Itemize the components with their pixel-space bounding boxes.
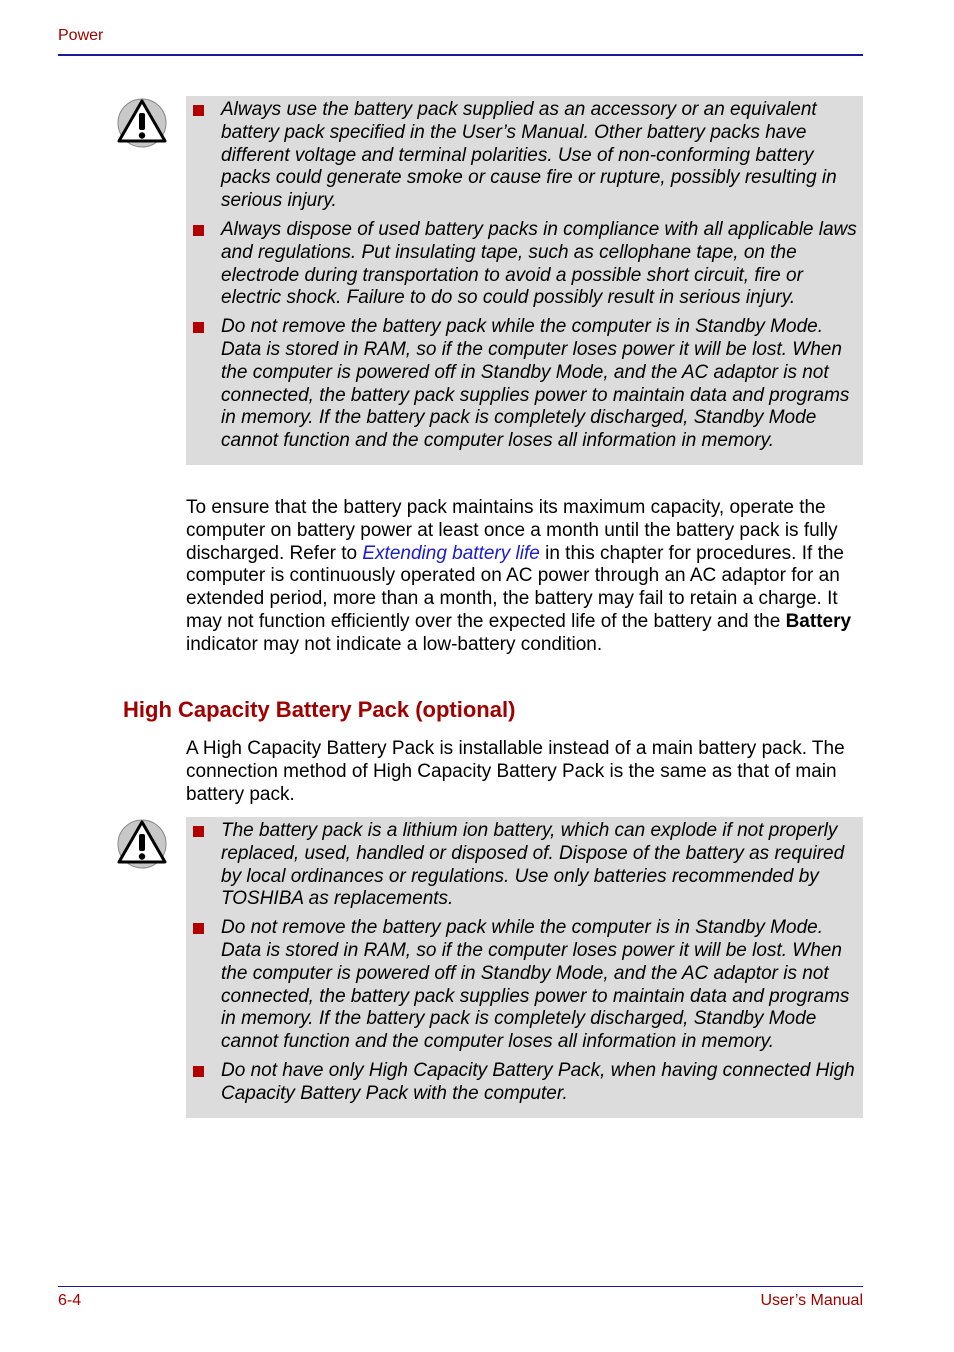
caution-item: [186, 219, 859, 310]
caution-item: [186, 99, 859, 213]
running-header: Power: [58, 27, 104, 44]
caution-text: Always dispose of used battery packs in compliance with all applicable laws and regulations. Put insulating tape, such as cellophane tape, on the electrode during transportation to avoid a possible short circuit, fire or electric shock. Failure to do so could possibly result in serious injury.: [221, 218, 857, 309]
battery-indicator-term: Battery: [785, 610, 852, 632]
manual-title: User’s Manual: [760, 1292, 863, 1309]
bullet-square-icon: [193, 1066, 204, 1077]
paragraph-text: indicator may not indicate a low-battery condition.: [186, 633, 603, 655]
paragraph-text: in this chapter for procedures. If the computer is continuously operated on AC power through an AC adaptor for an extended period, more than a month, the battery may fail to retain a charge. It may not function efficiently over the expected life of the battery and the: [186, 542, 844, 632]
caution-item: [186, 917, 859, 1054]
caution-text: The battery pack is a lithium ion battery, which can explode if not properly replaced, used, handled or disposed of. Dispose of the battery as required by local ordinances or regulations. Use only batteries recommended by TOSHIBA as replacements.: [221, 820, 845, 910]
page-number: 6-4: [58, 1292, 82, 1309]
section-intro-paragraph: A High Capacity Battery Pack is installable instead of a main battery pack. The connection method of High Capacity Battery Pack is the same as that of main battery pack.: [186, 738, 845, 805]
section-title: High Capacity Battery Pack (optional): [123, 697, 516, 722]
caution-item: [186, 820, 859, 911]
caution-text: Do not have only High Capacity Battery Pack, when having connected High Capacity Battery Pack with the computer.: [221, 1059, 855, 1104]
bullet-square-icon: [193, 225, 204, 236]
paragraph-text: To ensure that the battery pack maintains its maximum capacity, operate the computer on battery power at least once a month until the battery pack is fully discharged. Refer to: [186, 497, 838, 564]
caution-item: [186, 1060, 859, 1106]
caution-item: [186, 316, 859, 453]
bullet-square-icon: [193, 923, 204, 934]
caution-box-high-capacity: [186, 817, 863, 1118]
bullet-square-icon: [193, 105, 204, 116]
bullet-square-icon: [193, 826, 204, 837]
caution-text: Do not remove the battery pack while the computer is in Standby Mode. Data is stored in RAM, so if the computer loses power it will be lost. When the computer is powered off in Standby Mode, and the AC adaptor is not connected, the battery pack supplies power to maintain data and programs in memory. If the battery pack is completely discharged, Standby Mode cannot function and the computer loses all information in memory.: [221, 316, 850, 452]
caution-text: Always use the battery pack supplied as an accessory or an equivalent battery pack specified in the User’s Manual. Other battery packs have different voltage and terminal polarities. Use of non-conforming battery packs could generate smoke or cause fire or rupture, possibly resulting in serious injury.: [221, 99, 837, 212]
caution-box-battery-safety: [186, 96, 863, 465]
extending-battery-life-link[interactable]: Extending battery life: [362, 542, 540, 564]
header-divider: [58, 54, 863, 56]
warning-triangle-icon: [116, 97, 168, 149]
footer-divider: [58, 1286, 863, 1287]
caution-text: Do not remove the battery pack while the computer is in Standby Mode. Data is stored in RAM, so if the computer loses power it will be lost. When the computer is powered off in Standby Mode, and the AC adaptor is not connected, the battery pack supplies power to maintain data and programs in memory. If the battery pack is completely discharged, Standby Mode cannot function and the computer loses all information in memory.: [221, 917, 850, 1053]
warning-triangle-icon: [116, 818, 168, 870]
bullet-square-icon: [193, 322, 204, 333]
battery-maintenance-paragraph: [186, 497, 863, 657]
